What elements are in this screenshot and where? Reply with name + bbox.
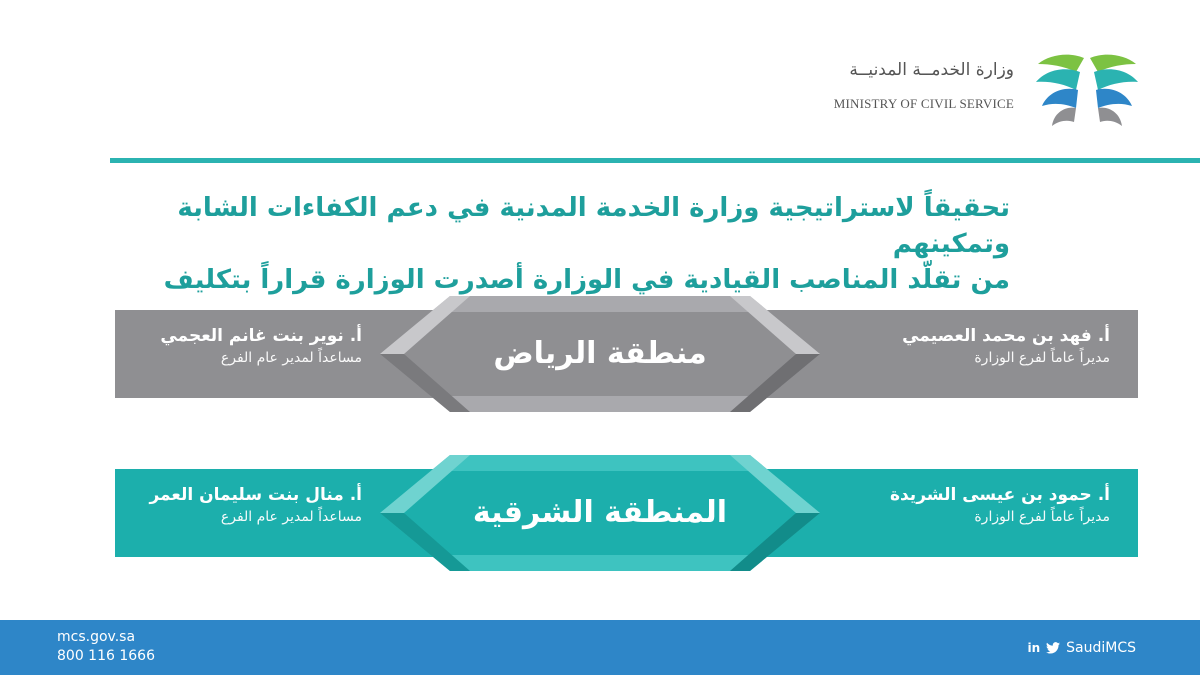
branch-director xyxy=(890,483,1110,527)
person-name: أ. منال بنت سليمان العمر xyxy=(149,485,362,505)
header-divider xyxy=(110,158,1200,163)
social-handle[interactable]: SaudiMCS xyxy=(1066,640,1136,656)
region-row-riyadh xyxy=(0,296,1200,412)
org-name-arabic: وزارة الخدمــة المدنيــة xyxy=(849,60,1014,80)
person-role: مساعداً لمدير عام الفرع xyxy=(220,509,362,525)
twitter-icon[interactable] xyxy=(1046,642,1060,654)
social-links xyxy=(1027,640,1136,656)
headline-line-1: تحقيقاً لاستراتيجية وزارة الخدمة المدنية في دعم الكفاءات الشابة وتمكينهم xyxy=(177,193,1010,259)
person-name: أ. فهد بن محمد العصيمي xyxy=(902,326,1110,346)
person-role: مديراً عاماً لفرع الوزارة xyxy=(974,509,1110,525)
person-name: أ. حمود بن عيسى الشريدة xyxy=(889,485,1110,505)
contact-info xyxy=(57,628,155,666)
region-title: المنطقة الشرقية xyxy=(472,495,728,530)
ministry-logo xyxy=(812,50,1142,140)
linkedin-icon[interactable]: in xyxy=(1027,641,1041,655)
region-row-eastern xyxy=(0,455,1200,571)
phone-number: 800 116 1666 xyxy=(57,648,155,664)
ministry-logo-icon xyxy=(1032,50,1142,140)
branch-director xyxy=(902,324,1110,368)
website-link[interactable]: mcs.gov.sa xyxy=(57,629,136,645)
person-role: مساعداً لمدير عام الفرع xyxy=(220,350,362,366)
headline-line-2: من تقلّد المناصب القيادية في الوزارة أصدرت الوزارة قراراً بتكليف xyxy=(163,265,1010,295)
region-title: منطقة الرياض xyxy=(493,336,707,371)
assistant-director xyxy=(160,324,362,368)
person-name: أ. نوير بنت غانم العجمي xyxy=(160,326,362,346)
footer-bar xyxy=(0,620,1200,675)
assistant-director xyxy=(149,483,362,527)
org-name-english: MINISTRY OF CIVIL SERVICE xyxy=(833,96,1014,111)
headline xyxy=(150,190,1010,298)
person-role: مديراً عاماً لفرع الوزارة xyxy=(974,350,1110,366)
